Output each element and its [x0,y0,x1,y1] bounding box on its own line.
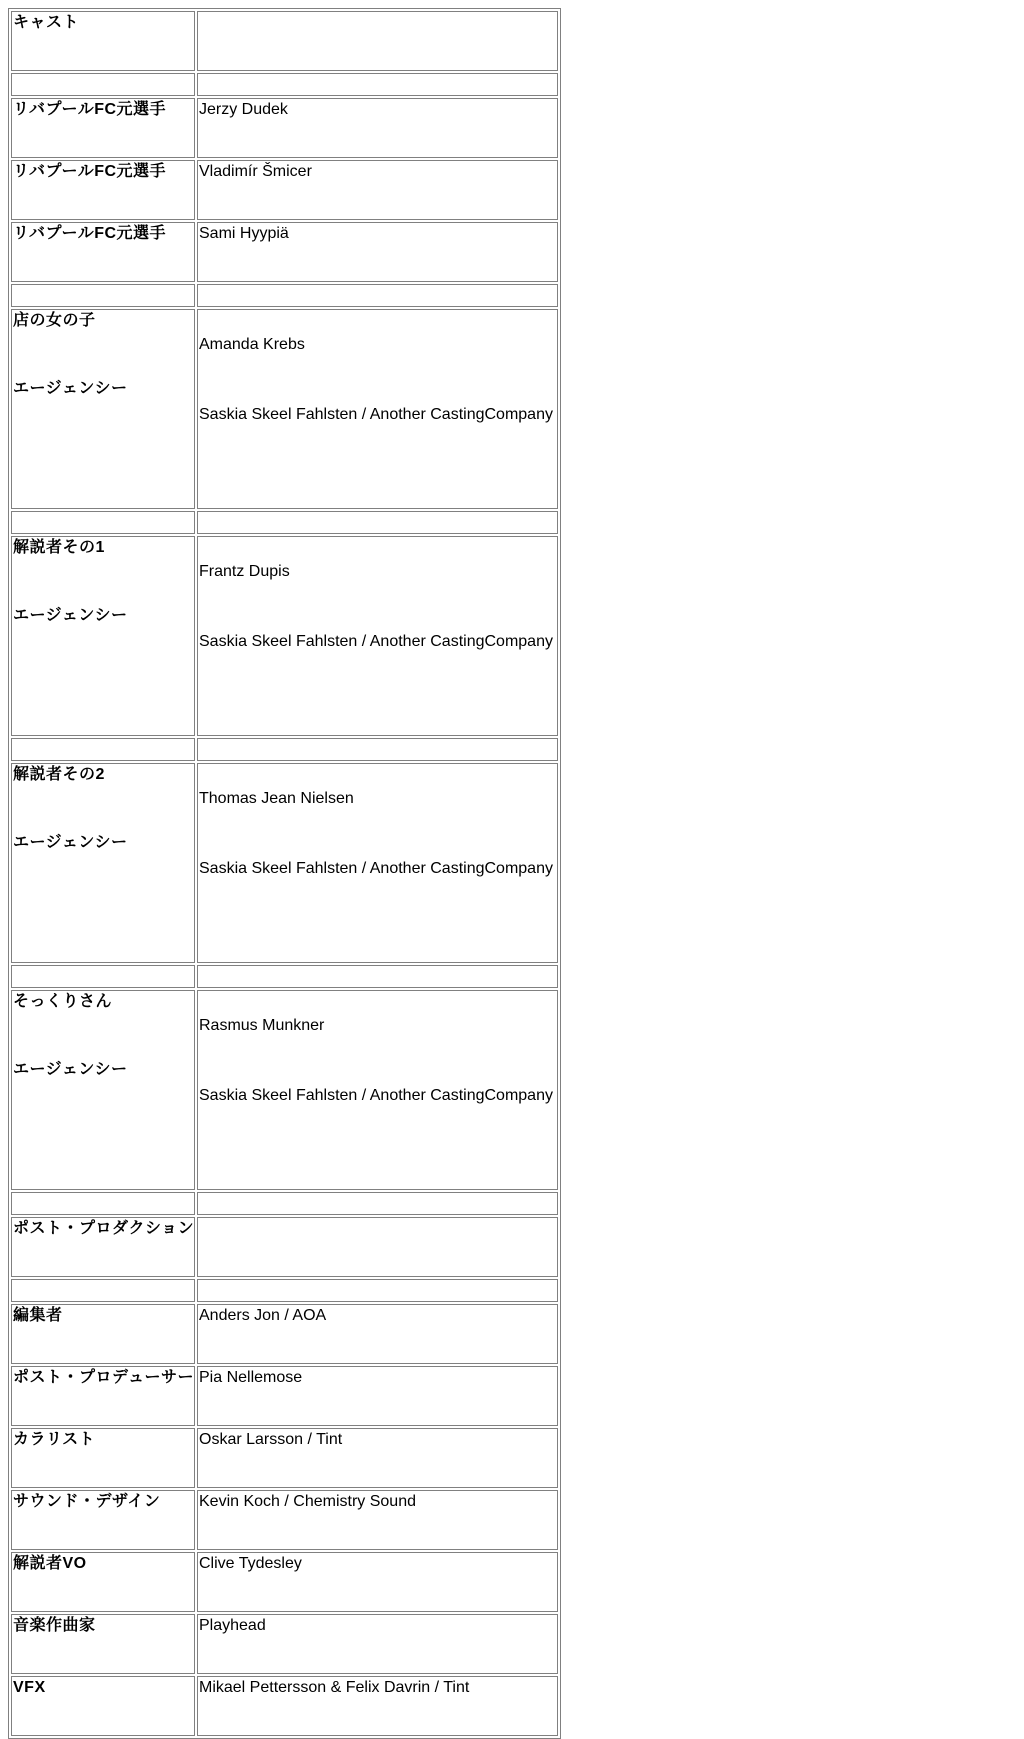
value-cell [197,11,558,71]
person-name: Thomas Jean Nielsen [199,790,354,807]
role-label: リバプールFC元選手 [13,101,167,118]
credit-row [11,222,558,282]
label-cell [11,222,195,282]
value-cell [197,763,558,963]
label-cell [11,536,195,736]
spacer-cell [11,1279,195,1302]
role-label: 編集者 [13,1307,63,1324]
value-cell [197,98,558,158]
person-name: Frantz Dupis [199,563,290,580]
credit-row [11,1676,558,1736]
person-name: Kevin Koch / Chemistry Sound [199,1493,416,1510]
credit-row [11,1366,558,1426]
value-cell [197,1304,558,1364]
label-cell [11,1304,195,1364]
value-cell [197,536,558,736]
role-label: 解説者VO [13,1555,87,1572]
credit-row [11,1614,558,1674]
label-cell [11,98,195,158]
label-cell [11,1490,195,1550]
value-cell [197,1490,558,1550]
person-name: Anders Jon / AOA [199,1307,327,1324]
spacer-cell [11,965,195,988]
label-cell [11,1676,195,1736]
person-name: Mikael Pettersson & Felix Davrin / Tint [199,1679,470,1696]
cast-heading-row [11,11,558,71]
spacer-cell [197,284,558,307]
value-cell [197,309,558,509]
value-cell [197,1552,558,1612]
label-cell [11,990,195,1190]
spacer-row [11,965,558,988]
value-cell [197,1428,558,1488]
credit-row [11,1304,558,1364]
role-label: リバプールFC元選手 [13,163,167,180]
role-label: VFX [13,1679,46,1696]
spacer-cell [197,1192,558,1215]
person-name: Sami Hyypiä [199,225,289,242]
spacer-row [11,1279,558,1302]
label-cell [11,1428,195,1488]
label-cell [11,1552,195,1612]
spacer-cell [11,738,195,761]
agency-name: Saskia Skeel Fahlsten / Another CastingCompany [199,860,553,877]
spacer-row [11,511,558,534]
role-label: 音楽作曲家 [13,1617,96,1634]
spacer-row [11,284,558,307]
role-label: 解説者その1 [13,539,105,556]
spacer-row [11,738,558,761]
credit-row-with-agency [11,309,558,509]
spacer-cell [11,511,195,534]
value-cell [197,1676,558,1736]
credit-row [11,1490,558,1550]
credit-row-with-agency [11,763,558,963]
label-cell [11,1366,195,1426]
spacer-cell [197,965,558,988]
value-cell [197,990,558,1190]
spacer-cell [11,73,195,96]
agency-label: エージェンシー [13,1061,128,1078]
role-label: 店の女の子 [13,312,96,329]
credit-row-with-agency [11,536,558,736]
credit-row [11,160,558,220]
agency-name: Saskia Skeel Fahlsten / Another CastingCompany [199,1087,553,1104]
spacer-cell [197,1279,558,1302]
label-cell [11,1614,195,1674]
value-cell [197,1217,558,1277]
role-label: サウンド・デザイン [13,1493,161,1510]
value-cell [197,1366,558,1426]
role-label: カラリスト [13,1431,96,1448]
spacer-cell [197,73,558,96]
agency-name: Saskia Skeel Fahlsten / Another CastingCompany [199,633,553,650]
value-cell [197,1614,558,1674]
person-name: Rasmus Munkner [199,1017,325,1034]
label-cell [11,160,195,220]
person-name: Clive Tydesley [199,1555,302,1572]
label-cell [11,11,195,71]
spacer-cell [11,284,195,307]
section-heading-cast: キャスト [13,14,80,31]
value-cell [197,160,558,220]
credits-table [8,8,561,1739]
section-heading-post-production: ポスト・プロダクション [13,1220,195,1237]
person-name: Playhead [199,1617,266,1634]
agency-label: エージェンシー [13,380,128,397]
spacer-row [11,73,558,96]
person-name: Pia Nellemose [199,1369,303,1386]
credit-row-with-agency [11,990,558,1190]
agency-name: Saskia Skeel Fahlsten / Another CastingCompany [199,406,553,423]
role-label: ポスト・プロデューサー [13,1369,195,1386]
person-name: Vladimír Šmicer [199,163,312,180]
agency-label: エージェンシー [13,834,128,851]
agency-label: エージェンシー [13,607,128,624]
label-cell [11,309,195,509]
spacer-cell [197,738,558,761]
label-cell [11,1217,195,1277]
role-label: そっくりさん [13,993,113,1010]
credit-row [11,1552,558,1612]
credit-row [11,1428,558,1488]
person-name: Jerzy Dudek [199,101,288,118]
label-cell [11,763,195,963]
spacer-cell [11,1192,195,1215]
value-cell [197,222,558,282]
role-label: 解説者その2 [13,766,105,783]
post-heading-row [11,1217,558,1277]
spacer-cell [197,511,558,534]
role-label: リバプールFC元選手 [13,225,167,242]
person-name: Amanda Krebs [199,336,305,353]
spacer-row [11,1192,558,1215]
credit-row [11,98,558,158]
person-name: Oskar Larsson / Tint [199,1431,343,1448]
